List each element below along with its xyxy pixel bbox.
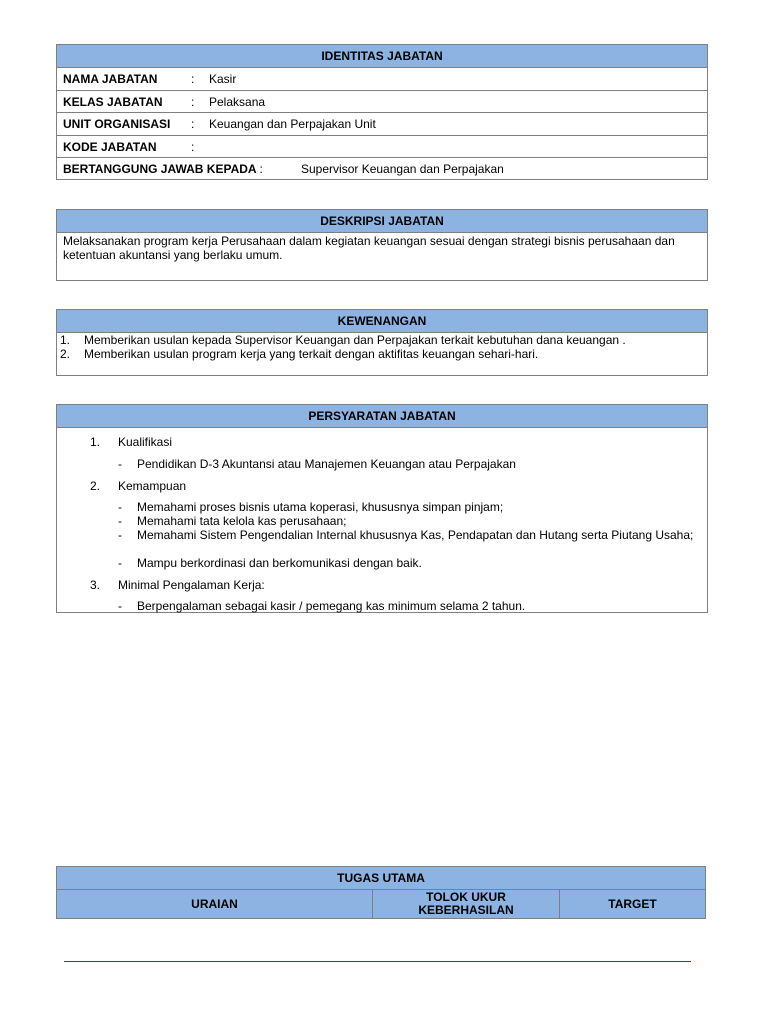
tugas-column-headers xyxy=(57,890,705,918)
persyaratan-jabatan-table: PERSYARATAN JABATAN 1. Kualifikasi - Pendidikan D-3 Akuntansi atau Manajemen Keuangan atau Perpajakan 2. Kemampuan - Memahami proses bisnis utama koperasi, khususnya simpan pinjam; - Memahami tata kelola kas perusahaan; - Memahami Sistem Pengendalian Internal khususnya Kas, Pendapatan dan Hutang serta Piutang Usaha; - Mampu berkordinasi dan berkomunikasi dengan baik. 3. Minimal Pengalaman Kerja: - Berpengalaman sebagai kasir / pemegang kas minimum selama 2 tahun. xyxy=(56,404,708,613)
row-colon: : xyxy=(191,139,195,154)
row-colon: : xyxy=(191,94,195,109)
identitas-jabatan-table xyxy=(56,44,708,180)
row-value: Keuangan dan Perpajakan Unit xyxy=(209,117,376,132)
row-label: NAMA JABATAN xyxy=(63,72,158,86)
deskripsi-header: DESKRIPSI JABATAN xyxy=(57,210,707,233)
column-header-tolok-ukur: TOLOK UKUR KEBERHASILAN xyxy=(373,890,560,918)
deskripsi-text: Melaksanakan program kerja Perusahaan dalam kegiatan keuangan sesuai dengan strategi bisnis perusahaan dan ketentuan akuntansi yang berlaku umum. xyxy=(63,234,675,262)
column-header-target: TARGET xyxy=(608,896,657,911)
identitas-row xyxy=(57,136,707,159)
row-colon: : xyxy=(191,117,195,132)
row-value: Kasir xyxy=(209,72,237,86)
column-header-uraian: URAIAN xyxy=(57,890,373,918)
persyaratan-header: PERSYARATAN JABATAN xyxy=(57,405,707,428)
kewenangan-list xyxy=(57,333,707,361)
row-label: BERTANGGUNG JAWAB KEPADA : xyxy=(63,162,263,177)
list-item: 1. Memberikan usulan kepada Supervisor Keuangan dan Perpajakan terkait kebutuhan dana keuangan . xyxy=(60,333,626,347)
row-label: KELAS JABATAN xyxy=(63,94,163,109)
identitas-row xyxy=(57,113,707,136)
list-item: 2. Memberikan usulan program kerja yang terkait dengan aktifitas keuangan sehari-hari. xyxy=(60,347,539,361)
row-value: Supervisor Keuangan dan Perpajakan xyxy=(301,162,504,177)
kewenangan-header: KEWENANGAN xyxy=(57,310,707,333)
tugas-utama-table xyxy=(56,866,706,919)
identitas-row xyxy=(57,158,707,181)
identitas-row xyxy=(57,91,707,114)
row-label: KODE JABATAN xyxy=(63,139,157,154)
identitas-row xyxy=(57,68,707,91)
footer-divider xyxy=(64,961,691,962)
deskripsi-jabatan-table xyxy=(56,209,708,281)
row-value: Pelaksana xyxy=(209,94,266,109)
tugas-header: TUGAS UTAMA xyxy=(57,867,705,890)
identitas-header: IDENTITAS JABATAN xyxy=(57,45,707,68)
row-label: UNIT ORGANISASI xyxy=(63,117,171,132)
kewenangan-table xyxy=(56,309,708,376)
row-colon: : xyxy=(191,72,195,86)
